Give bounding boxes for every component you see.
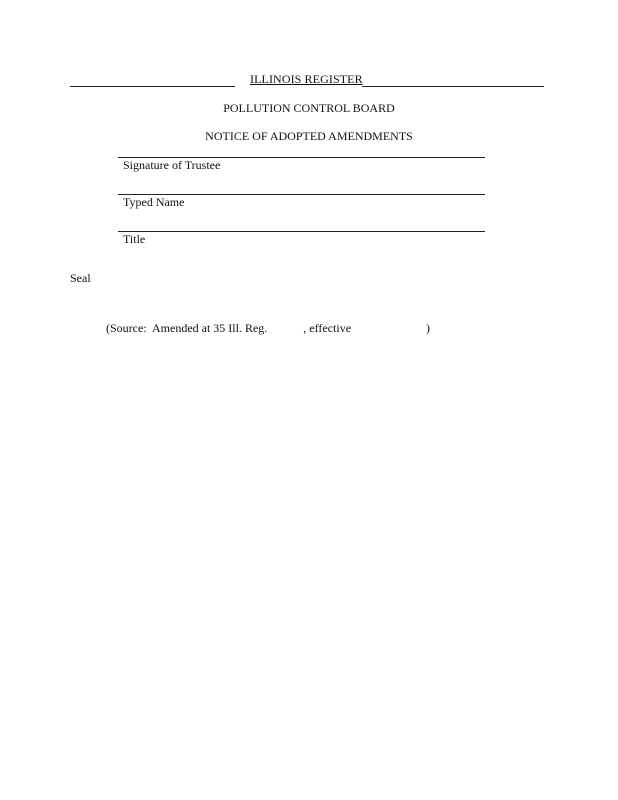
- title-rule: [118, 231, 485, 232]
- typed-name-label: Typed Name: [123, 195, 185, 209]
- signature-label: Signature of Trustee: [123, 158, 221, 172]
- register-title: [250, 72, 370, 87]
- header-rule-left: [70, 86, 235, 87]
- header-rule-right: [362, 86, 544, 87]
- title-label: Title: [123, 232, 146, 246]
- board-name: POLLUTION CONTROL BOARD: [223, 101, 395, 115]
- notice-heading: NOTICE OF ADOPTED AMENDMENTS: [205, 129, 413, 143]
- seal-label: Seal: [70, 271, 91, 285]
- register-title-text: ILLINOIS REGISTER: [250, 72, 363, 86]
- source-note: (Source: Amended at 35 Ill. Reg. , effective ): [106, 321, 431, 335]
